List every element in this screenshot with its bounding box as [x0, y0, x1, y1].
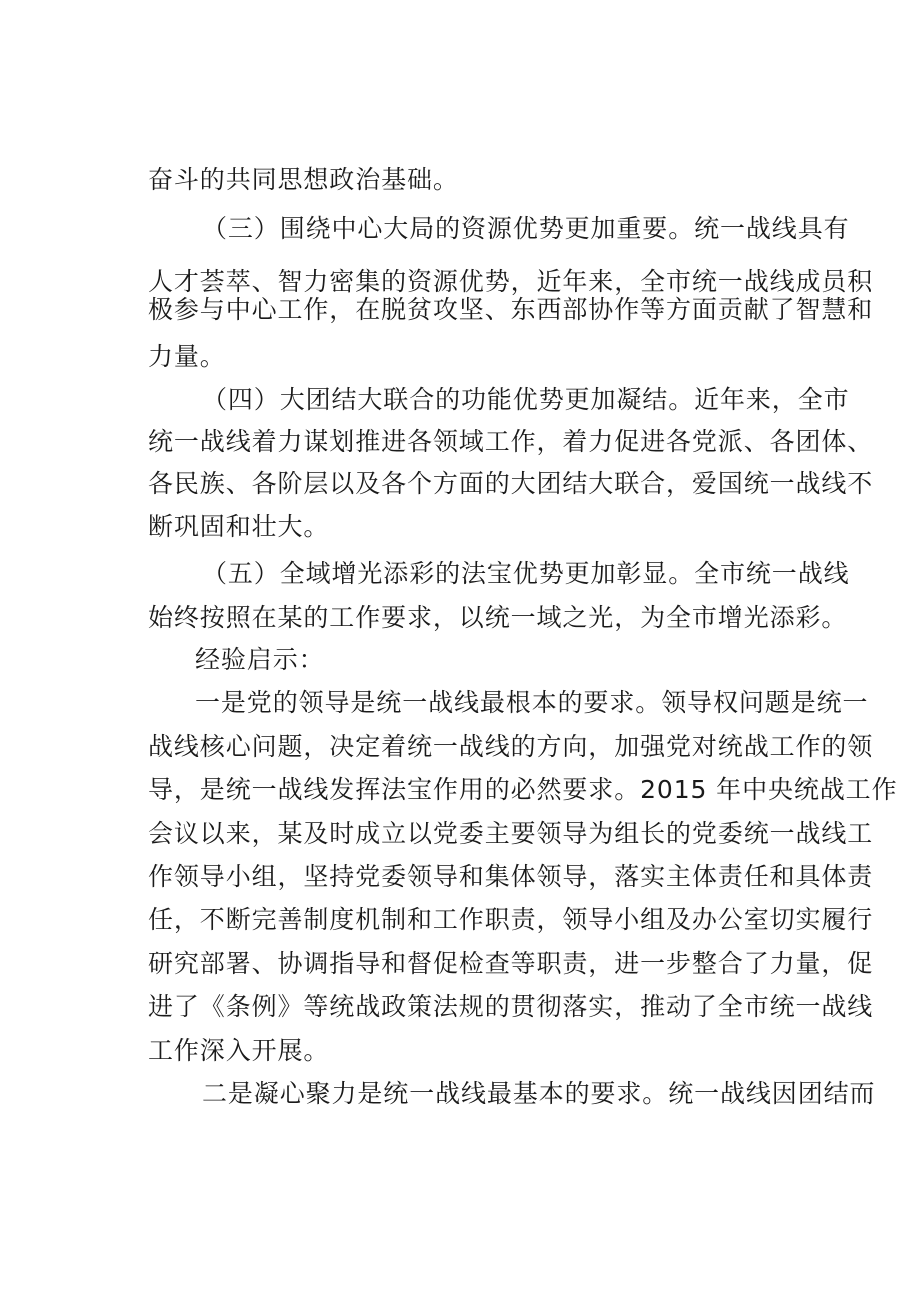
text-line: 各民族、各阶层以及各个方面的大团结大联合，爱国统一战线不	[148, 469, 874, 498]
text-line: 进了《条例》等统战政策法规的贯彻落实，推动了全市统一战线	[148, 992, 874, 1021]
text-line: 力量。	[148, 342, 226, 371]
text-line: 作领导小组，坚持党委领导和集体领导，落实主体责任和具体责	[148, 862, 874, 891]
text-line: 工作深入开展。	[148, 1036, 330, 1065]
section-four-heading: （四）大团结大联合的功能优势更加凝结。近年来，全市	[202, 385, 850, 414]
text-line: 断巩固和壮大。	[148, 512, 330, 541]
text-line: 会议以来，某及时成立以党委主要领导为组长的党委统一战线工	[148, 819, 874, 848]
text-line: 一是党的领导是统一战线最根本的要求。领导权问题是统一	[195, 688, 869, 717]
text-line: 战线核心问题，决定着统一战线的方向，加强党对统战工作的领	[148, 732, 874, 761]
text-line: 研究部署、协调指导和督促检查等职责，进一步整合了力量，促	[148, 949, 874, 978]
text-line: 始终按照在某的工作要求，以统一域之光，为全市增光添彩。	[148, 603, 848, 632]
experience-heading: 经验启示：	[195, 645, 325, 674]
text-line: 极参与中心工作，在脱贫攻坚、东西部协作等方面贡献了智慧和	[148, 295, 874, 324]
text-line: 导，是统一战线发挥法宝作用的必然要求。2015 年中央统战工作	[148, 775, 898, 804]
text-line: 人才荟萃、智力密集的资源优势，近年来，全市统一战线成员积	[148, 267, 874, 296]
text-line: 任，不断完善制度机制和工作职责，领导小组及办公室切实履行	[148, 905, 874, 934]
text-line: 二是凝心聚力是统一战线最基本的要求。统一战线因团结而	[202, 1079, 876, 1108]
text-line: 统一战线着力谋划推进各领域工作，着力促进各党派、各团体、	[148, 427, 874, 456]
section-three-heading: （三）围绕中心大局的资源优势更加重要。统一战线具有	[202, 214, 850, 243]
section-five-heading: （五）全域增光添彩的法宝优势更加彰显。全市统一战线	[202, 559, 850, 588]
text-line: 奋斗的共同思想政治基础。	[148, 165, 459, 194]
